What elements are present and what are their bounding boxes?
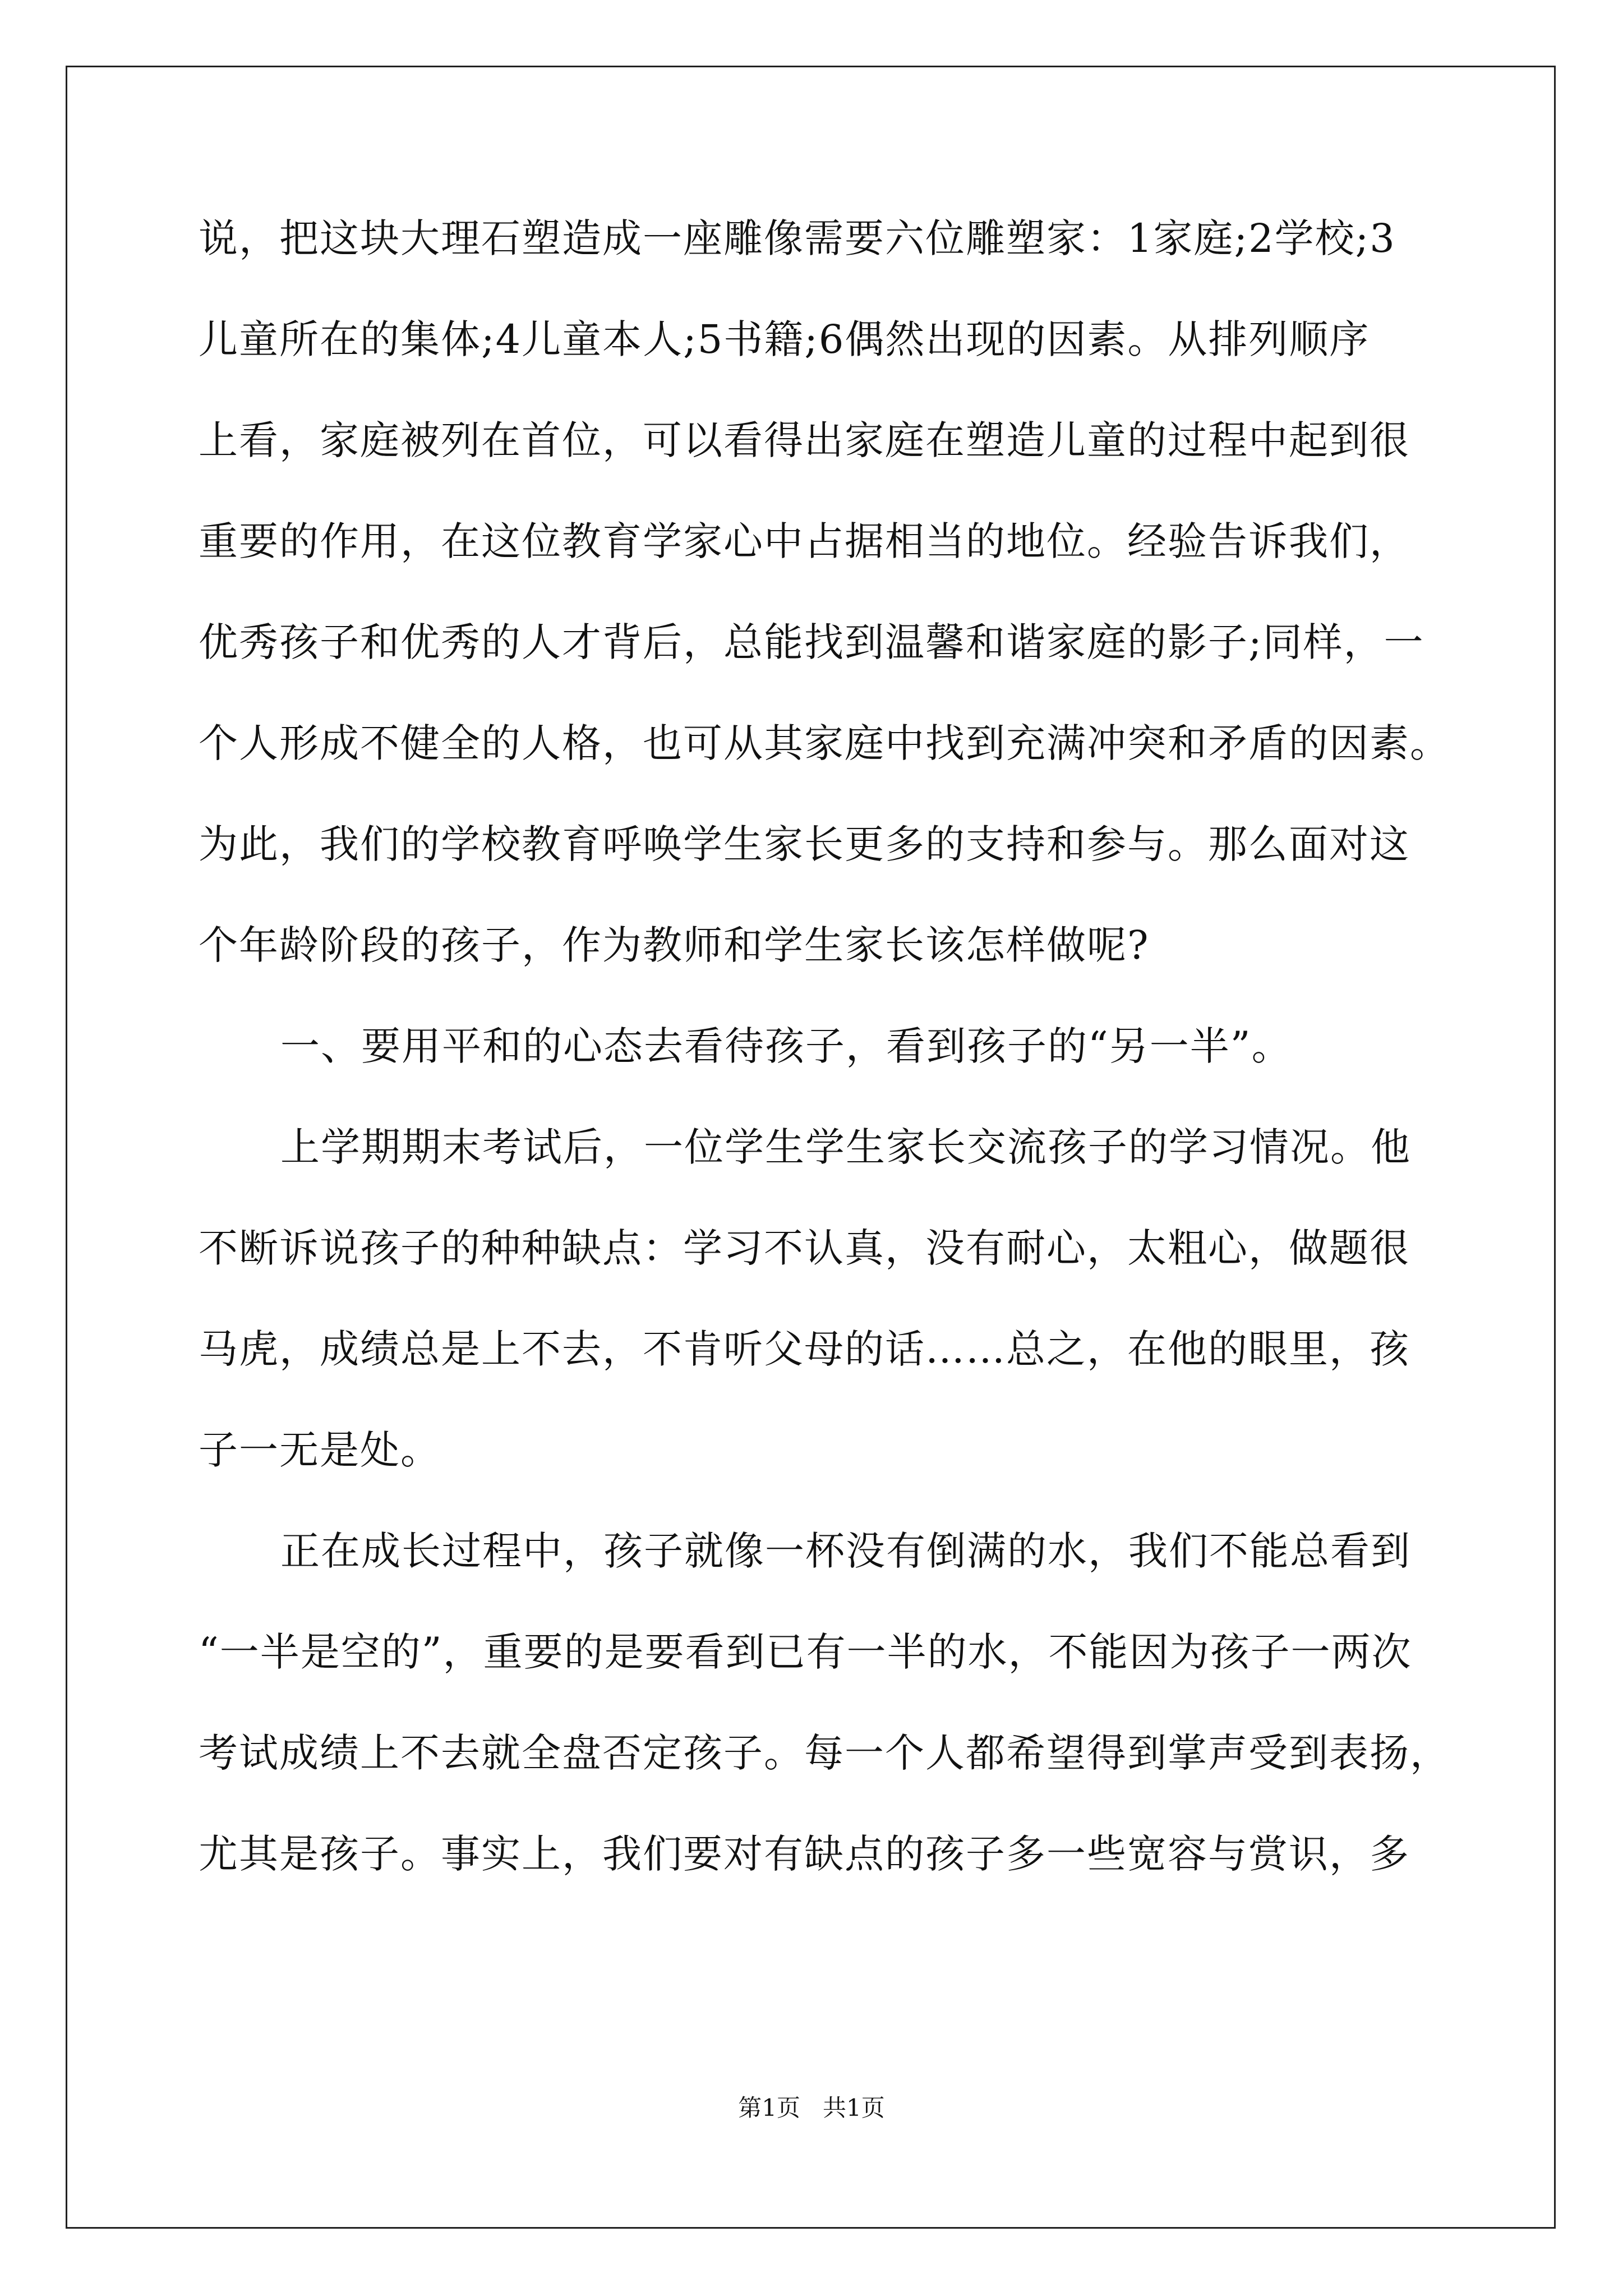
text-line: 上学期期末考试后，一位学生学生家长交流孩子的学习情况。他 bbox=[280, 1124, 1411, 1170]
text-line: 尤其是孩子。事实上，我们要对有缺点的孩子多一些宽容与赏识，多 bbox=[199, 1831, 1410, 1877]
total-pages: 共1页 bbox=[823, 2094, 885, 2122]
text-line: 优秀孩子和优秀的人才背后，总能找到温馨和谐家庭的影子;同样，一 bbox=[199, 619, 1424, 665]
text-line: 子一无是处。 bbox=[199, 1427, 441, 1473]
page-number: 第1页 bbox=[738, 2094, 800, 2122]
text-line: 重要的作用，在这位教育学家心中占据相当的地位。经验告诉我们， bbox=[199, 518, 1410, 564]
text-line: 不断诉说孩子的种种缺点：学习不认真，没有耐心，太粗心，做题很 bbox=[199, 1225, 1410, 1271]
text-line: 个人形成不健全的人格，也可从其家庭中找到充满冲突和矛盾的因素。 bbox=[199, 720, 1450, 766]
text-line: 正在成长过程中，孩子就像一杯没有倒满的水，我们不能总看到 bbox=[280, 1528, 1411, 1574]
text-line: 上看，家庭被列在首位，可以看得出家庭在塑造儿童的过程中起到很 bbox=[199, 417, 1410, 463]
text-line: “一半是空的”，重要的是要看到已有一半的水，不能因为孩子一两次 bbox=[199, 1629, 1412, 1675]
text-line: 为此，我们的学校教育呼唤学生家长更多的支持和参与。那么面对这 bbox=[199, 821, 1410, 867]
text-line: 儿童所在的集体;4儿童本人;5书籍;6偶然出现的因素。从排列顺序 bbox=[199, 316, 1370, 362]
section-heading: 一、要用平和的心态去看待孩子，看到孩子的“另一半”。 bbox=[280, 1023, 1292, 1069]
text-line: 说，把这块大理石塑造成一座雕像需要六位雕塑家：1家庭;2学校;3 bbox=[199, 215, 1396, 261]
text-line: 个年龄阶段的孩子，作为教师和学生家长该怎样做呢? bbox=[199, 922, 1150, 968]
page-footer bbox=[0, 2091, 1623, 2125]
text-line: 考试成绩上不去就全盘否定孩子。每一个人都希望得到掌声受到表扬， bbox=[199, 1730, 1450, 1776]
text-line: 马虎，成绩总是上不去，不肯听父母的话……总之，在他的眼里，孩 bbox=[199, 1326, 1410, 1372]
